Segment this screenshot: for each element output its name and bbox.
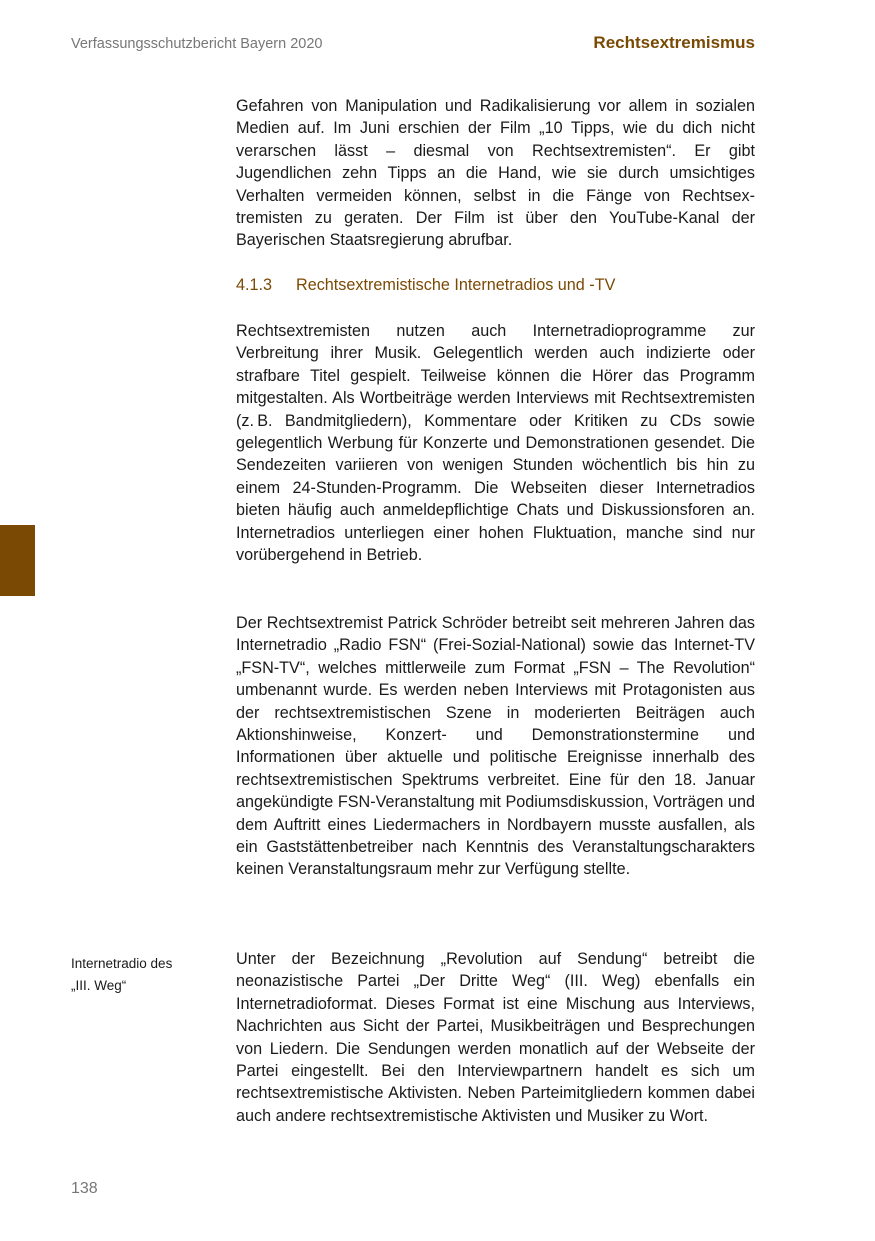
margin-note	[71, 953, 221, 997]
paragraph-1: Rechtsextremisten nutzen auch Internetradioprogramme zur Verbreitung ihrer Musik. Gelegentlich werden auch indizierte oder strafbare Titel gespielt. Teilweise können die Hörer das Programm mitgestalten. Als Wortbeiträge werden Interviews mit Rechtsextremisten (z. B. Bandmitgliedern), Kommentare oder Kritiken zu CDs sowie gelegentlich Werbung für Konzerte und Demonstrationen gesendet. Die Sendezeiten variieren von wenigen Stunden wöchentlich bis hin zu einem 24-Stunden-Programm. Die Webseiten dieser Internetradios bieten häufig auch anmeldepflichtige Chats und Diskussionsforen an. Internetradios unterliegen einer hohen Fluktuation, manche sind nur vorübergehend in Betrieb.	[236, 322, 755, 565]
paragraph-2-block	[236, 612, 755, 881]
intro-paragraph-block	[236, 95, 755, 252]
margin-note-line-2: „III. Weg“	[71, 978, 127, 993]
page-number: 138	[71, 1180, 98, 1197]
intro-paragraph: Gefahren von Manipulation und Radikalisierung vor allem in sozialen Medien auf. Im Juni erschien der Film „10 Tipps, wie du dich nicht verarschen lässt – diesmal von Rechtsextremisten“. Er gibt Jugendlichen zehn Tipps an die Hand, wie sie durch umsichtiges Verhalten vermeiden können, selbst in die Fänge von Rechtsextremisten zu geraten. Der Film ist über den YouTube-Kanal der Bayerischen Staatsregierung abrufbar.	[236, 97, 755, 250]
chapter-marker-tab	[0, 525, 35, 596]
section-heading	[236, 276, 615, 295]
paragraph-3-block	[236, 948, 755, 1127]
section-title: Rechtsextremistische Internetradios und -TV	[296, 276, 616, 294]
paragraph-2: Der Rechtsextremist Patrick Schröder betreibt seit mehreren Jahren das Internetradio „Radio FSN“ (Frei-Sozial-National) sowie das Internet-TV „FSN-TV“, welches mittlerweile zum Format „FSN – The Revolution“ umbenannt wurde. Es werden neben Interviews mit Protagonisten aus der rechtsextremistischen Szene in moderierten Beiträgen auch Aktionshinweise, Konzert- und Demonstrationstermine und Informationen über aktuelle und politische Ereignisse innerhalb des rechtsextremistischen Spektrums verbreitet. Eine für den 18. Januar angekündigte FSN-Veranstaltung mit Podiumsdiskussion, Vorträgen und dem Auftritt eines Liedermachers in Nordbayern musste ausfallen, als ein Gaststättenbetreiber nach Kenntnis des Veranstaltungscharakters keinen Veranstaltungsraum mehr zur Verfügung stellte.	[236, 614, 755, 879]
running-header-publication: Verfassungsschutzbericht Bayern 2020	[71, 36, 323, 52]
paragraph-1-block	[236, 320, 755, 566]
margin-note-line-1: Internetradio des	[71, 956, 173, 971]
running-header-section: Rechtsextremismus	[593, 33, 755, 52]
section-number: 4.1.3	[236, 276, 273, 294]
paragraph-3: Unter der Bezeichnung „Revolution auf Sendung“ betreibt die neonazistische Partei „Der Dritte Weg“ (III. Weg) ebenfalls ein Internetradioformat. Dieses Format ist eine Mischung aus Interviews, Nachrichten aus Sicht der Partei, Musikbeiträgen und Besprechungen von Liedern. Die Sendungen werden monatlich auf der Webseite der Partei eingestellt. Bei den Interviewpartnern handelt es sich um rechtsextremistische Aktivisten. Neben Parteimitgliedern kommen dabei auch andere rechtsextremistische Aktivisten und Musiker zu Wort.	[236, 950, 755, 1125]
